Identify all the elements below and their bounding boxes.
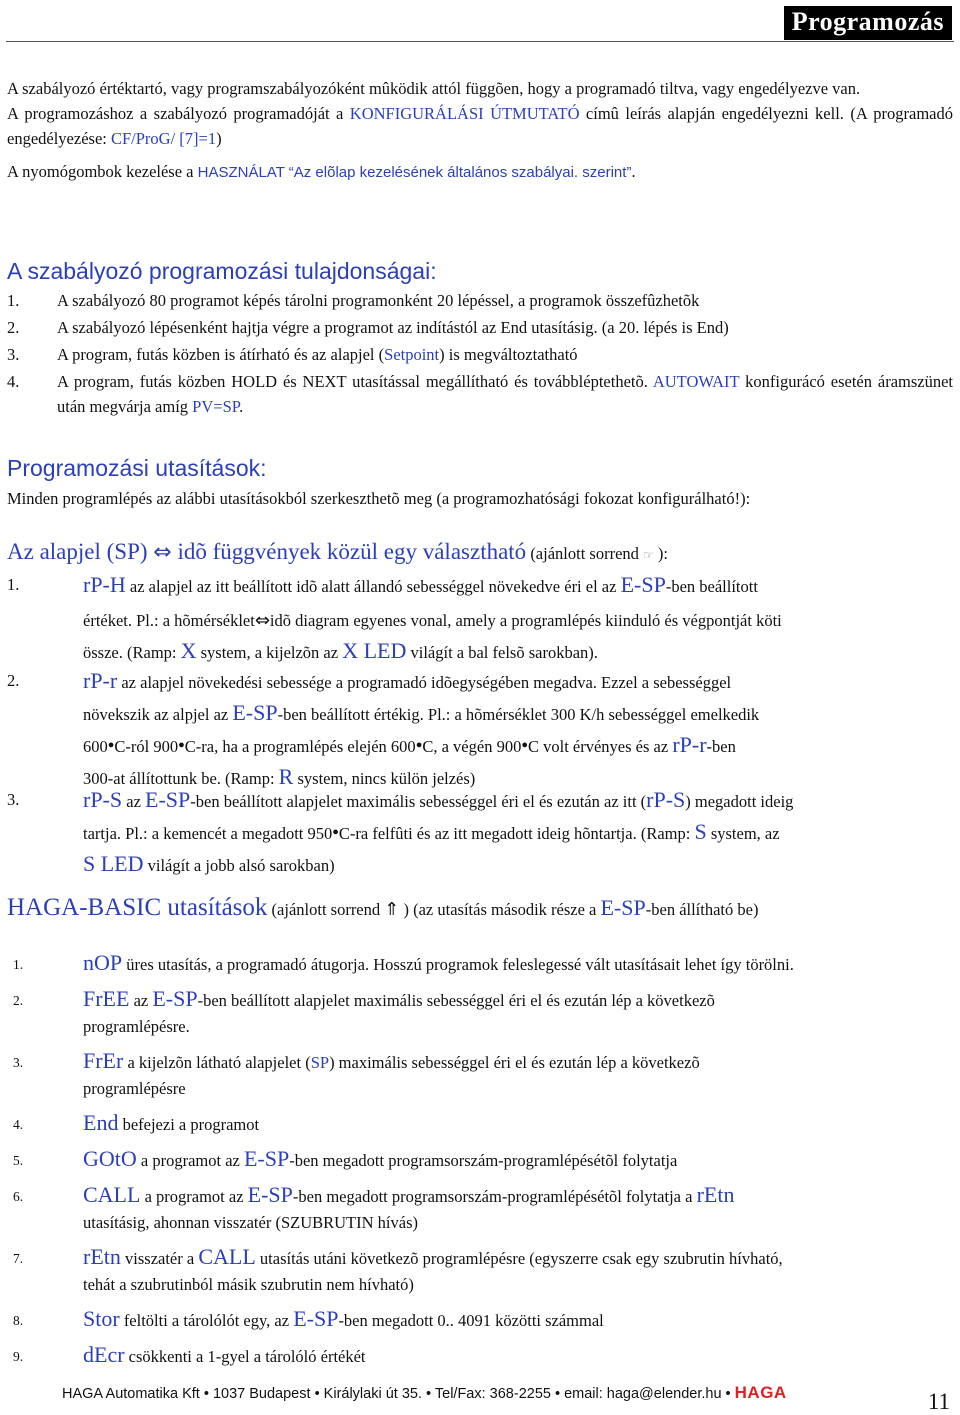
properties-list (7, 288, 953, 419)
list-item: 3. A program, futás közben is átírható és az alapjel (Setpoint) is megváltoztatható (7, 345, 578, 364)
pv-sp-link[interactable]: PV=SP (192, 397, 240, 416)
intro-paragraph-3: A nyomógombok kezelése a HASZNÁLAT “Az elõlap kezelésének általános szabályai. szerint”. (7, 162, 636, 181)
page-number: 11 (927, 1389, 950, 1414)
list-item: 3. FrEr a kijelzõn látható alapjelet (SP) maximális sebességgel éri el és ezután lép a következõ programlépésre (13, 1048, 700, 1098)
instructions-text: Minden programlépés az alábbi utasításokból szerkeszthetõ meg (a programozhatósági fokozat konfigurálható!): (7, 489, 751, 508)
code-rp-r: rP-r (83, 668, 118, 693)
list-item: 2. A szabályozó lépésenként hajtja végre a programot az indítástól az End utasításig. (a 20. lépés is End) (7, 318, 729, 337)
bullet-icon: • (554, 1386, 565, 1402)
double-arrow-icon: ⇔ (153, 540, 172, 565)
list-item: 5. GOtO a programot az E-SP-ben megadott programsorszám-programlépésétõl folytatja (13, 1146, 678, 1171)
setpoint-item-1: 1. rP-H az alapjel az itt beállított idõ alatt állandó sebességgel növekedve éri el az E-SP-ben beállított értéket. Pl.: a hõmérséklet⇔idõ diagram egyenes vonal, amely a programlépés kiinduló és végpontját köti össze. (Ramp: X system, a kijelzõn az X LED világít a bal felsõ sarokban). (7, 572, 782, 663)
setpoint-link[interactable]: Setpoint (384, 345, 440, 364)
list-item: 1. nOP üres utasítás, a programadó átugorja. Hosszú programok feleslegessé vált utasításait lehet így törölni. (13, 950, 794, 975)
page-title: Programozás (784, 6, 952, 40)
usage-link[interactable]: HASZNÁLAT “Az elõlap kezelésének általános szabályai. szerint” (197, 164, 632, 181)
list-item: 7. rEtn visszatér a CALL utasítás utáni következõ programlépésre (egyszerre csak egy szubrutin hívható, tehát a szubrutinból másik szubrutin nem hívható) (13, 1244, 783, 1294)
haga-heading: HAGA-BASIC utasítások (ajánlott sorrend ⇑ ) (az utasítás második része a E-SP-ben állítható be) (7, 894, 759, 921)
enable-code: CF/ProG/ [7]=1 (110, 129, 217, 148)
code-rp-s: rP-S (83, 787, 123, 812)
haga-logo: HAGA (734, 1383, 787, 1402)
pointer-icon: ☞ (643, 548, 654, 562)
header-rule (6, 41, 954, 42)
instructions-heading: Programozási utasítások: (7, 455, 267, 481)
intro-paragraph-2: A programozáshoz a szabályozó programadóját a KONFIGURÁLÁSI ÚTMUTATÓ címû leírás alapján engedélyezni kell. (A programadó engedélyezése: CF/ProG/ [7]=1) (7, 104, 954, 148)
bullet-icon: • (426, 1386, 435, 1402)
footer (62, 1383, 787, 1403)
list-item: 2. FrEE az E-SP-ben beállított alapjelet maximális sebességgel éri el és ezután lép a következõ programlépésre. (13, 986, 715, 1036)
footer-phone: Tel/Fax: 368-2255 (434, 1386, 551, 1402)
list-item: 8. Stor feltölti a tárolólót egy, az E-SP-ben megadott 0.. 4091 közötti számmal (13, 1306, 604, 1331)
bullet-icon: • (203, 1386, 213, 1402)
bullet-icon: • (314, 1386, 324, 1402)
intro-paragraph-1: A szabályozó értéktartó, vagy programszabályozóként mûködik attól függõen, hogy a programadó tiltva, vagy engedélyezve van. (7, 79, 861, 98)
list-item: 4. A program, futás közben HOLD és NEXT utasítással megállítható és továbbléptethetõ. AUTOWAIT konfigurácó esetén áramszünet után megvárja amíg PV=SP. (7, 372, 954, 416)
autowait-link[interactable]: AUTOWAIT (652, 372, 740, 391)
bullet-icon: • (725, 1386, 735, 1402)
intro-section (7, 76, 953, 185)
degree-icon: ● (107, 739, 115, 751)
setpoint-heading: Az alapjel (SP) ⇔ idõ függvények közül egy választható (ajánlott sorrend ☞ ): (7, 539, 669, 565)
footer-email[interactable]: email: haga@elender.hu (564, 1386, 722, 1402)
degree-icon: ● (332, 826, 339, 838)
haga-list (7, 950, 953, 1370)
footer-address: 1037 Budapest (212, 1386, 311, 1402)
code-rp-h: rP-H (83, 572, 126, 597)
list-item: 6. CALL a programot az E-SP-ben megadott programsorszám-programlépésétõl folytatja a rEtn utasításig, ahonnan visszatér (SZUBRUTIN hívás) (13, 1182, 735, 1232)
setpoint-item-2: 2. rP-r az alapjel növekedési sebessége a programadó idõegységében megadva. Ezzel a sebességgel növekszik az alpjel az E-SP-ben beállított értékig. Pl.: a hõmérséklet 300 K/h sebességgel emelkedik 600●C-ról 900●C-ra, ha a programlépés elején 600●C, a végén 900●C volt érvényes és az rP-r-ben 300-at állítottunk be. (Ramp: R system, nincs külön jelzés) (7, 668, 760, 789)
setpoint-item-3: 3. rP-S az E-SP-ben beállított alapjelet maximális sebességgel éri el és ezután az itt (rP-S) megadott ideig tartja. Pl.: a kemencét a megadott 950●C-ra felfûti és az itt megadott ideig hõntartja. (Ramp: S system, az S LED világít a jobb alsó sarokban) (7, 787, 794, 876)
degree-icon: ● (521, 739, 528, 751)
degree-icon: ● (415, 739, 423, 751)
list-item: 9. dEcr csökkenti a 1-gyel a tárolóló értékét (13, 1342, 366, 1367)
footer-company: HAGA Automatika Kft (62, 1386, 200, 1402)
double-arrow-icon: ⇔ (254, 610, 270, 631)
up-arrow-icon: ⇑ (384, 899, 400, 920)
properties-heading: A szabályozó programozási tulajdonságai: (7, 258, 437, 284)
config-guide-link[interactable]: KONFIGURÁLÁSI ÚTMUTATÓ (349, 104, 580, 123)
footer-street: Királylaki út 35. (323, 1386, 422, 1402)
degree-icon: ● (178, 739, 185, 751)
list-item: 4. End befejezi a programot (13, 1110, 260, 1135)
list-item: 1. A szabályozó 80 programot képés tárolni programonként 20 lépéssel, a programok összefûzhetõk (7, 291, 700, 310)
